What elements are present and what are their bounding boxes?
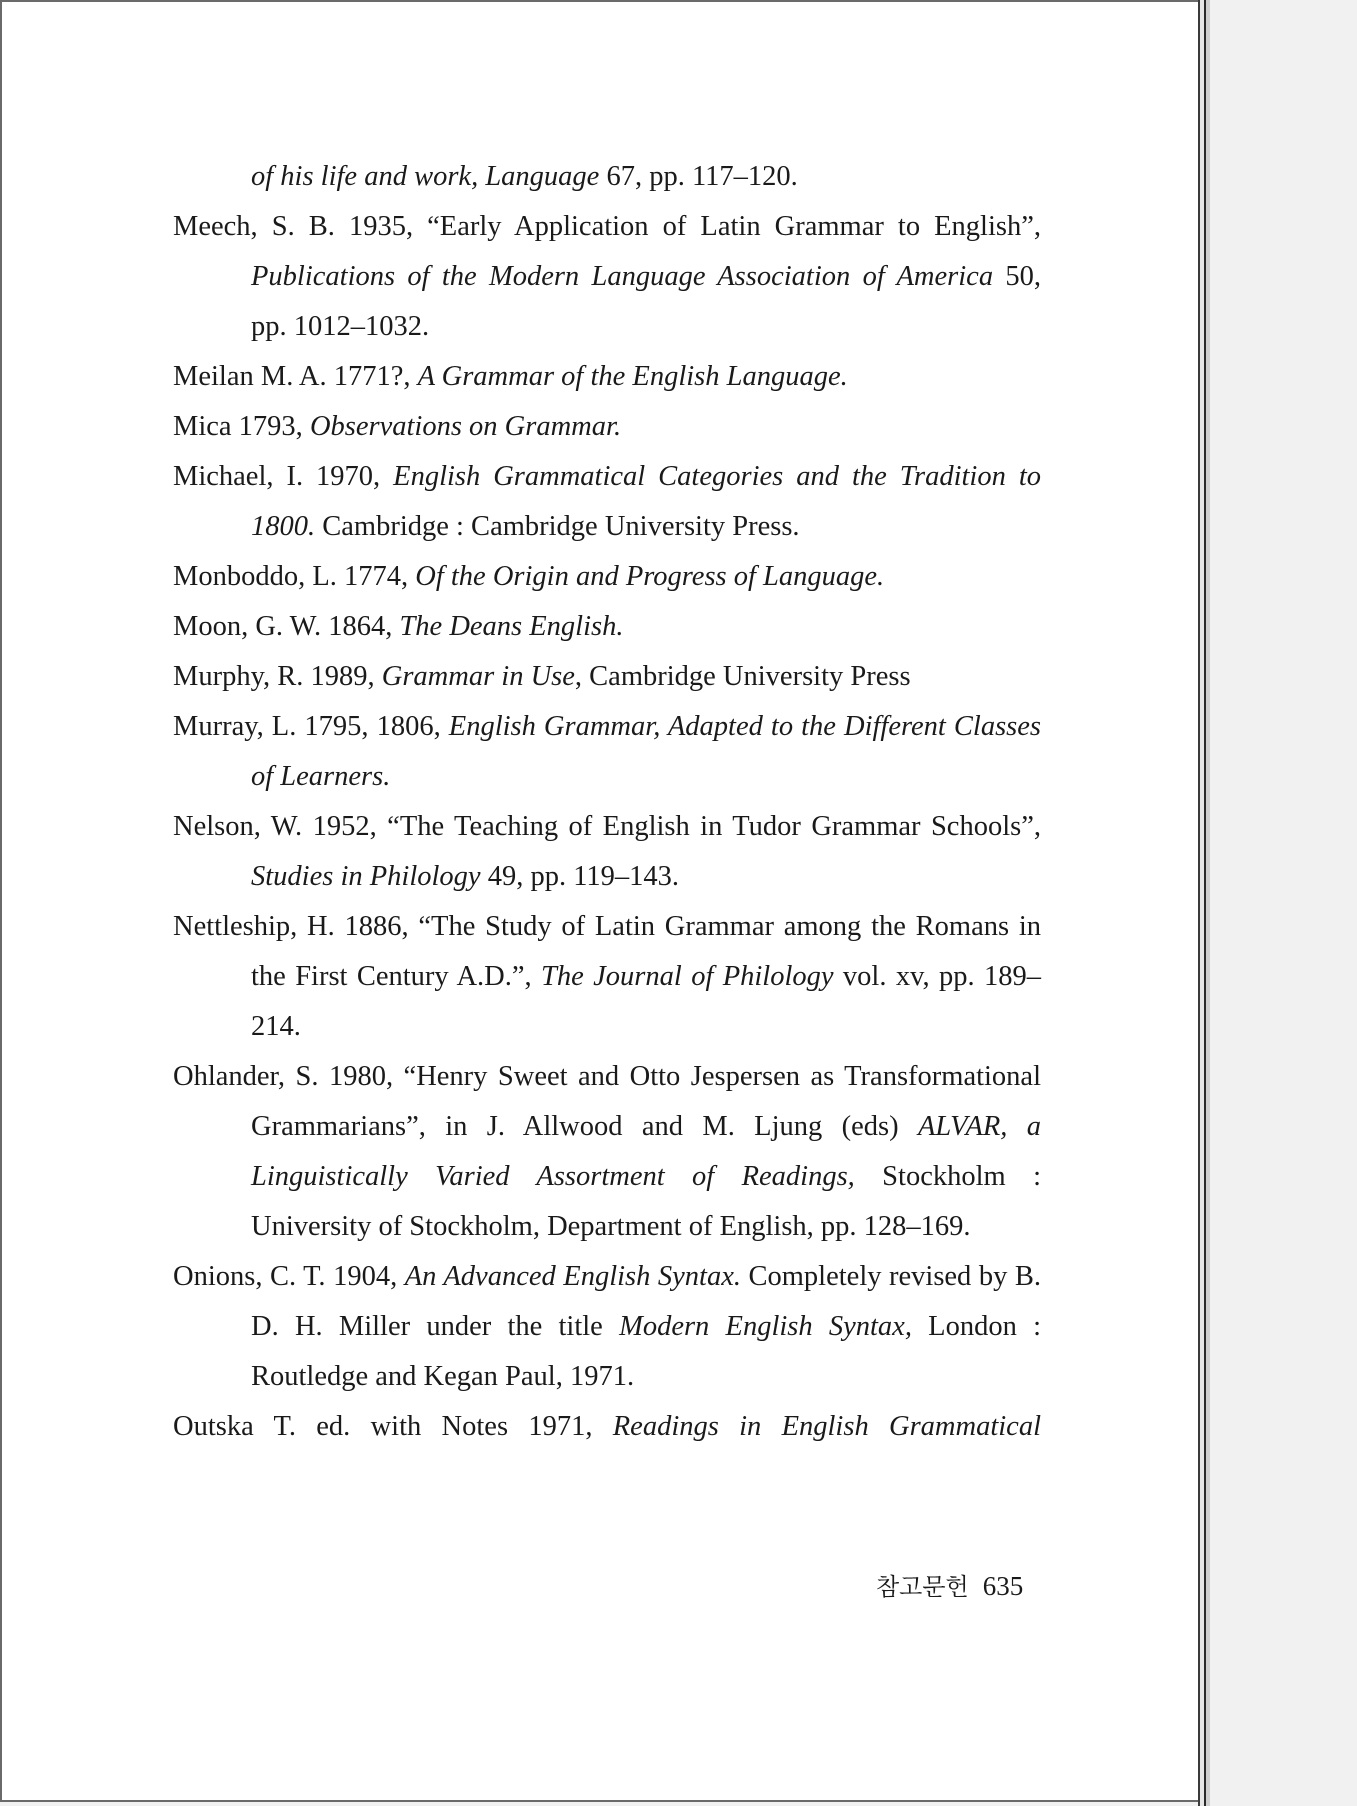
reference-text: Mica 1793, (173, 411, 310, 442)
reference-text: Cambridge : Cambridge University Press. (315, 511, 800, 542)
reference-title: English Grammatical Categories and the Tradition to 1800. (251, 461, 1041, 542)
reference-text: Onions, C. T. 1904, (173, 1261, 405, 1292)
reference-title: English Grammar, Adapted to the Different Classes of Learners. (251, 711, 1042, 792)
reference-title: A Grammar of the English Language. (417, 361, 848, 392)
reference-text: Murphy, R. 1989, (173, 661, 382, 692)
reference-text: Monboddo, L. 1774, (173, 561, 416, 592)
reference-entry (173, 802, 1041, 902)
reference-entry (173, 1252, 1041, 1402)
reference-entry (173, 402, 1041, 452)
reference-text: Ohlander, S. 1980, “Henry Sweet and Otto Jespersen as Transformational Grammarians”, in J. Allwood and M. Ljung (eds) (173, 1061, 1041, 1142)
reference-title: Studies in Philology (251, 861, 481, 892)
reference-title: ALVAR, a Linguistically Varied Assortment of Readings, (251, 1111, 1041, 1192)
page-number: 635 (982, 1571, 1024, 1601)
reference-text: 67, pp. 117–120. (599, 161, 798, 192)
reference-entry (173, 352, 1041, 402)
reference-title: of his life and work, Language (251, 161, 600, 192)
reference-text: Completely revised by B. D. H. Miller under the title (251, 1261, 1041, 1342)
reference-text: Stockholm : University of Stockholm, Department of English, pp. 128–169. (251, 1161, 1041, 1242)
reference-title: Observations on Grammar. (309, 411, 622, 442)
reference-title: Modern English Syntax, (619, 1311, 912, 1342)
reference-title: Of the Origin and Progress of Language. (415, 561, 885, 592)
reference-text: Meech, S. B. 1935, “Early Application of Latin Grammar to English”, (173, 211, 1041, 242)
reference-entry (173, 552, 1041, 602)
reference-entry (173, 1402, 1041, 1452)
reference-title: The Journal of Philology (541, 961, 834, 992)
reference-text: vol. xv, pp. 189–214. (251, 961, 1041, 1042)
reference-title: Grammar in Use (381, 661, 575, 692)
reference-text: Moon, G. W. 1864, (173, 611, 400, 642)
reference-entry (173, 652, 1041, 702)
reference-entry (173, 1052, 1041, 1252)
reference-title: Publications of the Modern Language Association of America (251, 261, 994, 292)
running-header: 참고문헌 (876, 1573, 969, 1601)
reference-text: London : Routledge and Kegan Paul, 1971. (251, 1311, 1041, 1392)
reference-text: Murray, L. 1795, 1806, (173, 711, 449, 742)
reference-text: 50, pp. 1012–1032. (251, 261, 1042, 342)
reference-text: Meilan M. A. 1771?, (173, 361, 418, 392)
reference-entry (173, 152, 1041, 202)
reference-entry (173, 452, 1041, 552)
reference-list (173, 152, 1041, 1452)
reference-title: Readings in English Grammatical (612, 1411, 1041, 1442)
reference-text: Outska T. ed. with Notes 1971, (173, 1411, 613, 1442)
reference-text: Michael, I. 1970, (173, 461, 394, 492)
reference-text: , Cambridge University Press (574, 661, 911, 692)
reference-title: An Advanced English Syntax. (404, 1261, 741, 1292)
reference-title: The Deans English. (399, 611, 624, 642)
reference-entry (173, 602, 1041, 652)
reference-entry (173, 202, 1041, 352)
page-edge (1198, 0, 1210, 1806)
reference-text: 49, pp. 119–143. (480, 861, 680, 892)
reference-entry (173, 702, 1041, 802)
page-footer (876, 1567, 1023, 1602)
reference-entry (173, 902, 1041, 1052)
reference-text: Nettleship, H. 1886, “The Study of Latin Grammar among the Romans in the First Century A.D.”, (173, 911, 1041, 992)
reference-text: Nelson, W. 1952, “The Teaching of English in Tudor Grammar Schools”, (173, 811, 1041, 842)
